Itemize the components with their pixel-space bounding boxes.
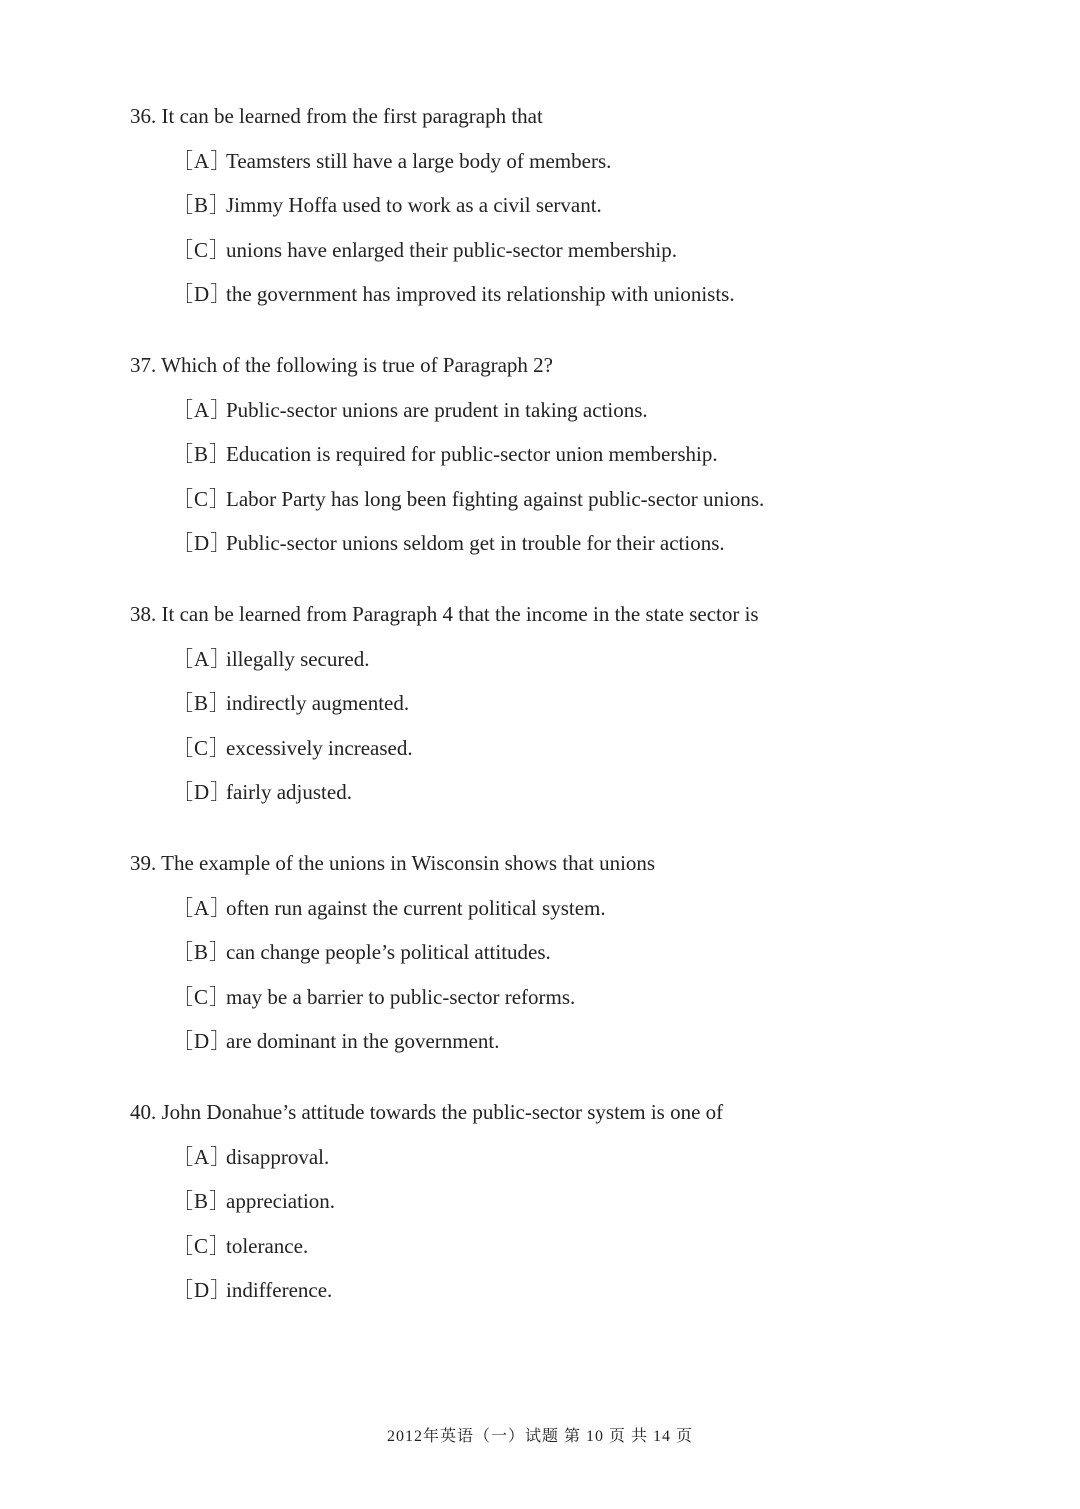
option-text: Public-sector unions are prudent in taking actions. [226,397,648,422]
option-letter: ［A］ [172,148,233,173]
option-b [172,190,950,220]
page-footer: 2012年英语（一）试题 第 10 页 共 14 页 [386,1428,693,1445]
option-letter: ［D］ [172,780,233,804]
option-text: tolerance. [226,1233,309,1258]
option-letter: ［C］ [172,984,232,1009]
option-text: Education is required for public-sector union membership. [226,442,718,466]
option-letter: ［C］ [172,1233,232,1258]
option-d [172,1275,950,1305]
option-a [172,1142,950,1172]
option-text: unions have enlarged their public-sector membership. [226,237,677,262]
question-40 [130,1097,950,1305]
option-text: disapproval. [226,1144,330,1169]
option-text: appreciation. [226,1189,336,1213]
option-text: fairly adjusted. [226,780,352,804]
option-letter: ［D］ [172,531,233,555]
option-letter: ［B］ [172,442,232,466]
option-text: may be a barrier to public-sector reforms. [226,984,576,1009]
question-39 [130,848,950,1056]
option-letter: ［B］ [172,940,232,964]
option-letter: ［D］ [172,1029,233,1053]
option-letter: ［A］ [172,895,233,920]
question-stem: 38. It can be learned from Paragraph 4 that the income in the state sector is [130,602,759,626]
option-letter: ［A］ [172,397,233,422]
question-stem: 36. It can be learned from the first paragraph that [130,104,543,128]
question-stem: 37. Which of the following is true of Paragraph 2? [130,353,554,377]
option-a [172,146,950,176]
option-text: illegally secured. [226,646,370,671]
question-38 [130,599,950,807]
option-c [172,1231,950,1261]
option-letter: ［B］ [172,1189,232,1213]
option-text: Teamsters still have a large body of members. [226,148,612,173]
option-letter: ［D］ [172,1278,233,1302]
option-d [172,528,950,558]
option-d [172,1026,950,1056]
option-text: the government has improved its relationship with unionists. [226,282,735,306]
option-text: can change people’s political attitudes. [226,940,551,964]
question-37 [130,350,950,558]
option-d [172,279,950,309]
option-text: Labor Party has long been fighting against public-sector unions. [226,486,765,511]
option-letter: ［C］ [172,237,232,262]
option-letter: ［B］ [172,691,232,715]
option-letter: ［A］ [172,646,233,671]
option-b [172,439,950,469]
option-a [172,644,950,674]
option-c [172,982,950,1012]
option-letter: ［C］ [172,486,232,511]
option-letter: ［D］ [172,282,233,306]
option-c [172,733,950,763]
option-letter: ［A］ [172,1144,233,1169]
option-letter: ［C］ [172,735,232,760]
option-b [172,688,950,718]
option-b [172,1186,950,1216]
option-c [172,235,950,265]
question-36 [130,101,950,309]
option-text: often run against the current political system. [226,895,606,920]
question-stem: 40. John Donahue’s attitude towards the public-sector system is one of [130,1100,724,1124]
option-text: Public-sector unions seldom get in trouble for their actions. [226,531,725,555]
option-text: indirectly augmented. [226,691,410,715]
option-letter: ［B］ [172,193,232,217]
option-text: are dominant in the government. [226,1029,500,1053]
question-stem: 39. The example of the unions in Wisconsin shows that unions [130,851,656,875]
option-a [172,395,950,425]
option-c [172,484,950,514]
option-b [172,937,950,967]
option-d [172,777,950,807]
option-a [172,893,950,923]
option-text: excessively increased. [226,735,413,760]
option-text: Jimmy Hoffa used to work as a civil servant. [226,193,602,217]
option-text: indifference. [226,1278,333,1302]
